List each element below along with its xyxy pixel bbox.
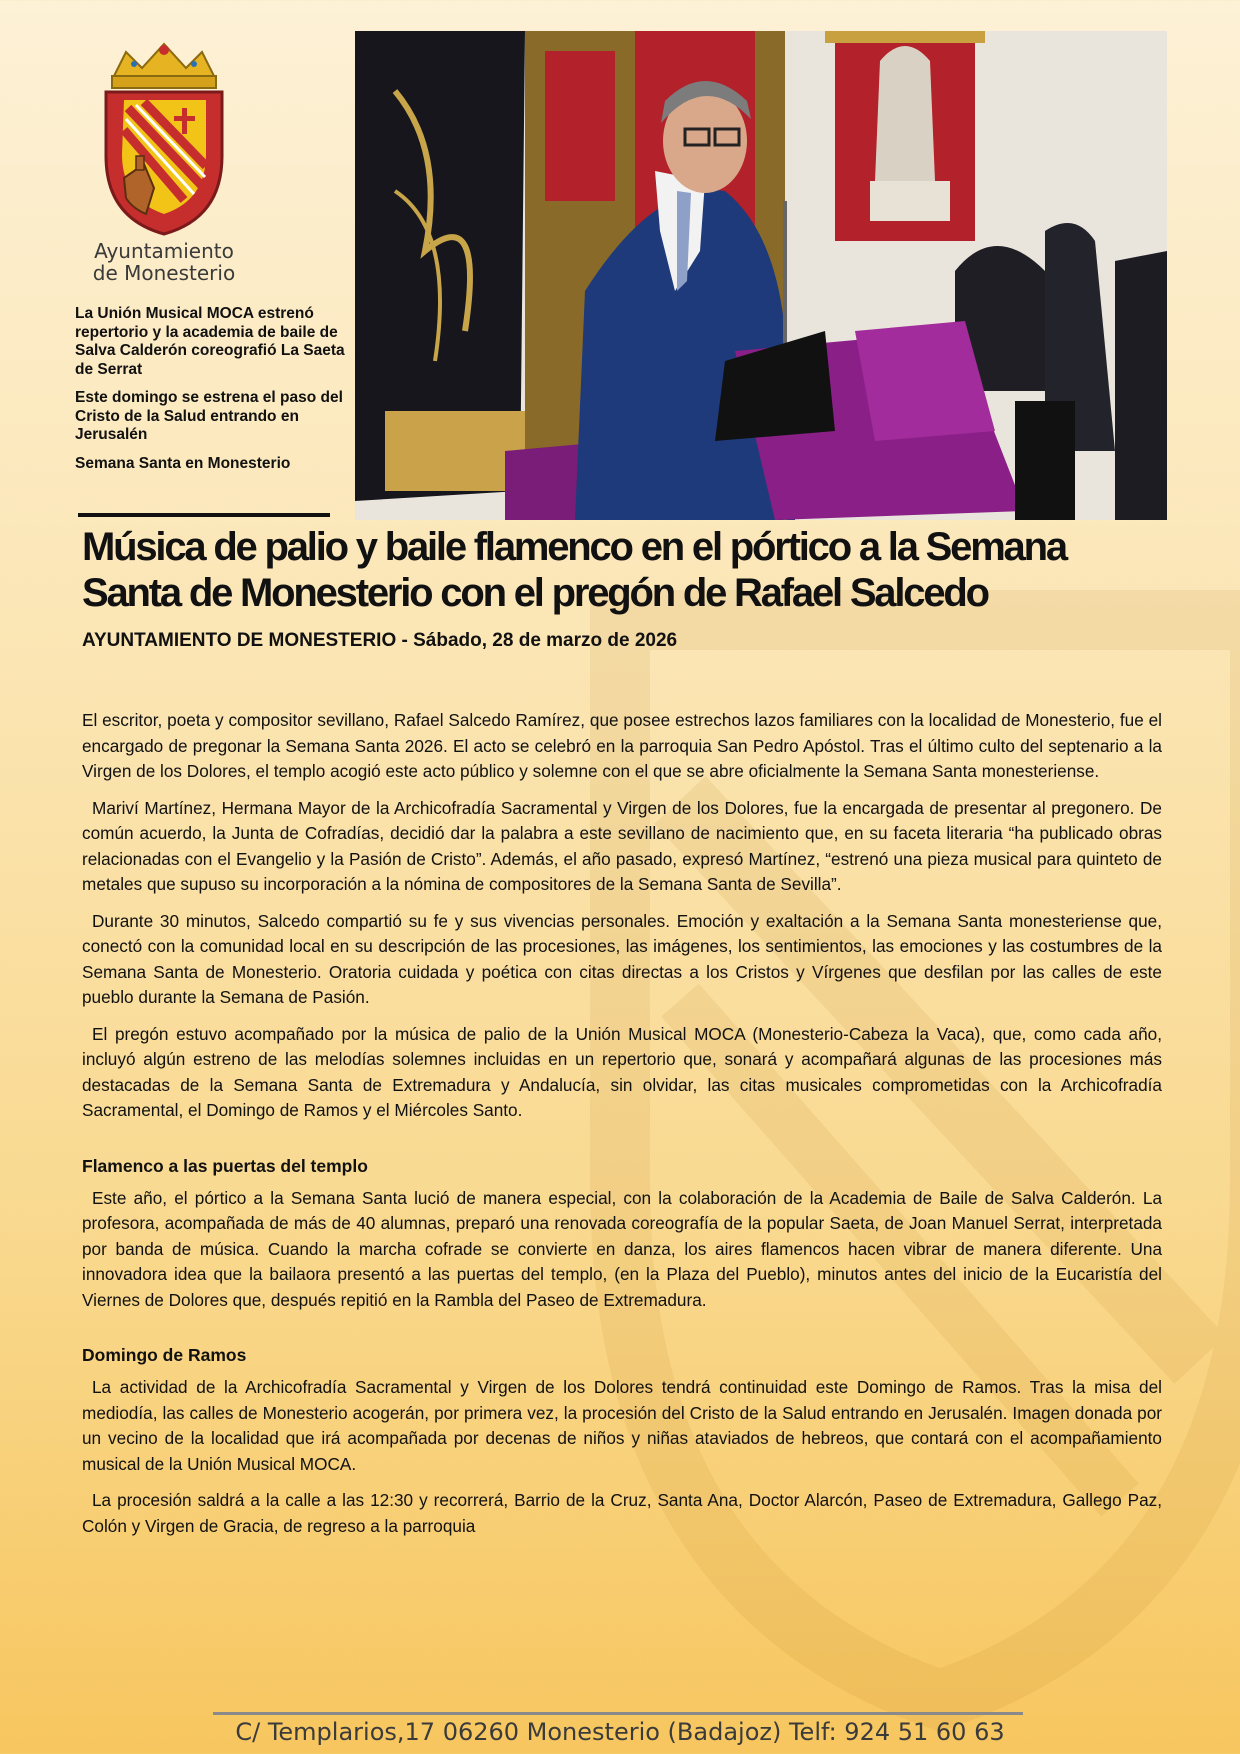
sidebar-divider (78, 513, 330, 517)
article-byline: AYUNTAMIENTO DE MONESTERIO - Sábado, 28 de marzo de 2026 (82, 630, 678, 651)
footer-divider (213, 1712, 1023, 1715)
section-heading-domingo-de-ramos: Domingo de Ramos (82, 1345, 247, 1365)
article-paragraph: Este año, el pórtico a la Semana Santa lució de manera especial, con la colaboración de la Academia de Baile de Salva Calderón. La profesora, acompañada de más de 40 alumnas, preparó una renovada coreografía de la popular Saeta, de Joan Manuel Serrat, interpretada por banda de música. Cuando la marcha cofrade se convierte en danza, los aires flamencos hacen vibrar de manera diferente. Una innovadora idea que la bailaora presentó a las puertas del templo, (en la Plaza del Pueblo), minutos antes del inicio de la Eucaristía del Viernes de Dolores que, después repitió en la Rambla del Paseo de Extremadura. (82, 1187, 1162, 1310)
footer-address: C/ Templarios,17 06260 Monesterio (Badajoz) Telf: 924 51 60 63 (235, 1718, 1005, 1746)
article-paragraph: La procesión saldrá a la calle a las 12:30 y recorrerá, Barrio de la Cruz, Santa Ana, Doctor Alarcón, Paseo de Extremadura, Gallego Paz, Colón y Virgen de Gracia, de regreso a la parroquia (82, 1490, 1162, 1536)
pregon-photo-illustration (355, 31, 1167, 520)
article-paragraph: Durante 30 minutos, Salcedo compartió su fe y sus vivencias personales. Emoción y exaltación a la Semana Santa monesteriense que, conectó con la comunidad local en su descripción de las procesiones, las imágenes, los sentimientos, las emociones y las costumbres de la Semana Santa de Monesterio. Oratoria cuidada y poética con citas directas a los Cristos y Vírgenes que desfilan por las calles de este pueblo durante la Semana de Pasión. (82, 910, 1162, 1007)
logo-text-line2: de Monesterio (92, 261, 236, 285)
logo-text-line1: Ayuntamiento (94, 239, 234, 263)
sidebar-headlines (75, 305, 345, 483)
sidebar-headline: Semana Santa en Monesterio (75, 454, 291, 472)
coat-of-arms-icon (84, 38, 244, 238)
article-paragraph: El pregón estuvo acompañado por la música de palio de la Unión Musical MOCA (Monesterio-Cabeza la Vaca), que, como cada año, incluyó algún estreno de las melodías solemnes incluidas en un repertorio que, sonará y acompañará algunas de las procesiones más destacadas de la Semana Santa de Extremadura y Andalucía, sin olvidar, las citas musicales comprometidas con la Archicofradía Sacramental, el Domingo de Ramos y el Miércoles Santo. (82, 1023, 1162, 1120)
sidebar-headline: La Unión Musical MOCA estrenó repertorio y la academia de baile de Salva Calderón coreografió La Saeta de Serrat (75, 305, 345, 378)
section-heading-flamenco: Flamenco a las puertas del templo (82, 1155, 368, 1176)
sidebar-headline: Este domingo se estrena el paso del Cristo de la Salud entrando en Jerusalén (75, 389, 343, 443)
article-title: Música de palio y baile flamenco en el pórtico a la Semana Santa de Monesterio con el pregón de Rafael Salcedo (82, 525, 1066, 615)
article-paragraph: La actividad de la Archicofradía Sacramental y Virgen de los Dolores tendrá continuidad este Domingo de Ramos. Tras la misa del mediodía, las calles de Monesterio acogerán, por primera vez, la procesión del Cristo de la Salud entrando en Jerusalén. Imagen donada por un vecino de la localidad que irá acompañada por decenas de niños y niñas ataviados de hebreos, que contará con el acompañamiento musical de la Unión Musical MOCA. (82, 1377, 1162, 1474)
ayuntamiento-logo (84, 38, 244, 288)
main-photo (355, 31, 1167, 520)
article-body (82, 708, 1162, 1550)
article-paragraph: Mariví Martínez, Hermana Mayor de la Archicofradía Sacramental y Virgen de los Dolores, fue la encargada de presentar al pregonero. De común acuerdo, la Junta de Cofradías, decidió dar la palabra a este sevillano de nacimiento que, en su faceta literaria “ha publicado obras relacionadas con el Evangelio y la Pasión de Cristo”. Además, el año pasado, expresó Martínez, “estrenó una pieza musical para quinteto de metales que supuso su incorporación a la nómina de compositores de la Semana Santa de Sevilla”. (82, 797, 1162, 894)
article-paragraph: El escritor, poeta y compositor sevillano, Rafael Salcedo Ramírez, que posee estrechos lazos familiares con la localidad de Monesterio, fue el encargado de pregonar la Semana Santa 2026. El acto se celebró en la parroquia San Pedro Apóstol. Tras el último culto del septenario a la Virgen de los Dolores, el templo acogió este acto público y solemne con el que se abre oficialmente la Semana Santa monesteriense. (82, 710, 1162, 781)
